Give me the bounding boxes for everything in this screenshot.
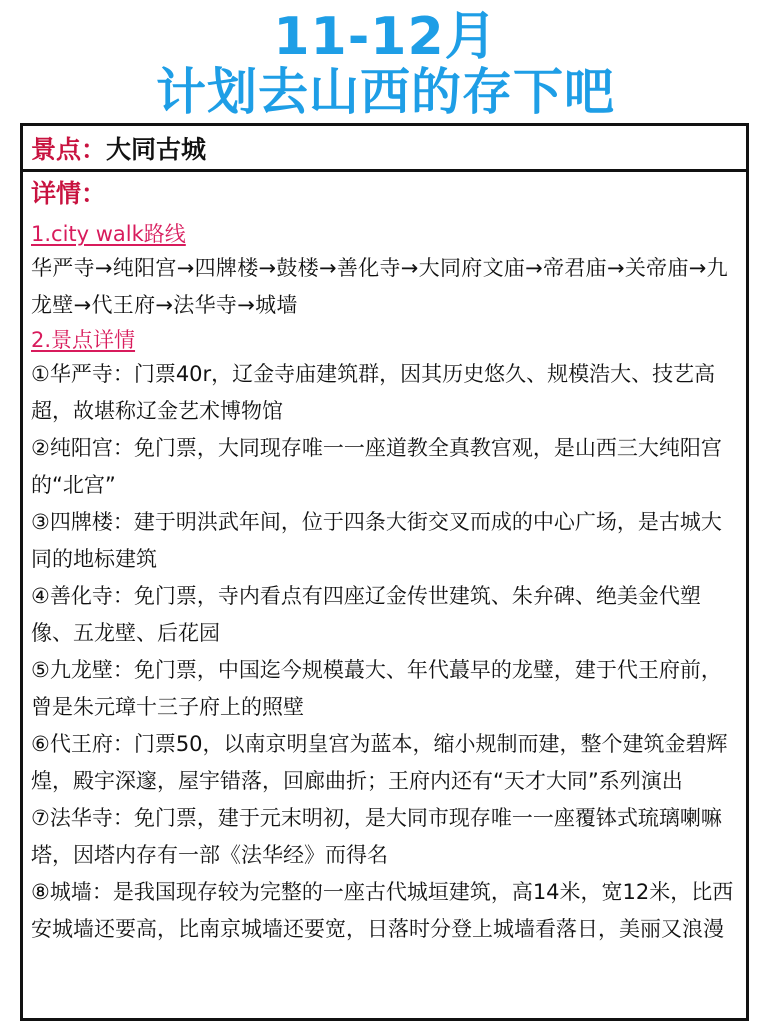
details-label: 详情： (31, 179, 107, 208)
page-title-line1: 11-12月 (273, 7, 498, 67)
spot-item-2: ②纯阳宫：免门票，大同现存唯一一座道教全真教宫观，是山西三大纯阳宫的“北宫” (31, 436, 722, 497)
section-spots-title: 2.景点详情 (31, 328, 136, 352)
page-title-line2: 计划去山西的存下吧 (156, 63, 615, 121)
spot-name: 大同古城 (106, 135, 207, 164)
spot-item-4: ④善化寺：免门票，寺内看点有四座辽金传世建筑、朱弁碑、绝美金代塑像、五龙壁、后花园 (31, 584, 701, 645)
spot-item-6: ⑥代王府：门票50，以南京明皇宫为蓝本，缩小规制而建，整个建筑金碧辉煌，殿宇深邃，屋宇错落，回廊曲折；王府内还有“天才大同”系列演出 (31, 732, 728, 793)
route-text: 华严寺→纯阳宫→四牌楼→鼓楼→善化寺→大同府文庙→帝君庙→关帝庙→九龙壁→代王府→法华寺→城墙 (31, 256, 728, 317)
card-body (23, 172, 746, 948)
spot-item-1: ①华严寺：门票40r，辽金寺庙建筑群，因其历史悠久、规模浩大、技艺高超，故堪称辽金艺术博物馆 (31, 362, 716, 423)
card-header (23, 126, 746, 172)
spot-item-7: ⑦法华寺：免门票，建于元末明初，是大同市现存唯一一座覆钵式琉璃喇嘛塔，因塔内存有一部《法华经》而得名 (31, 806, 722, 867)
spot-label: 景点： (31, 135, 107, 164)
spot-item-5: ⑤九龙壁：免门票，中国迄今规模蕞大、年代蕞早的龙璧，建于代王府前，曾是朱元璋十三子府上的照壁 (31, 658, 722, 719)
spot-item-3: ③四牌楼：建于明洪武年间，位于四条大街交叉而成的中心广场，是古城大同的地标建筑 (31, 510, 722, 571)
section-route-title: 1.city walk路线 (31, 222, 186, 246)
info-card (20, 123, 749, 1021)
spot-item-8: ⑧城墙：是我国现存较为完整的一座古代城垣建筑，高14米，宽12米，比西安城墙还要高，比南京城墙还要宽，日落时分登上城墙看落日，美丽又浪漫 (31, 880, 734, 941)
